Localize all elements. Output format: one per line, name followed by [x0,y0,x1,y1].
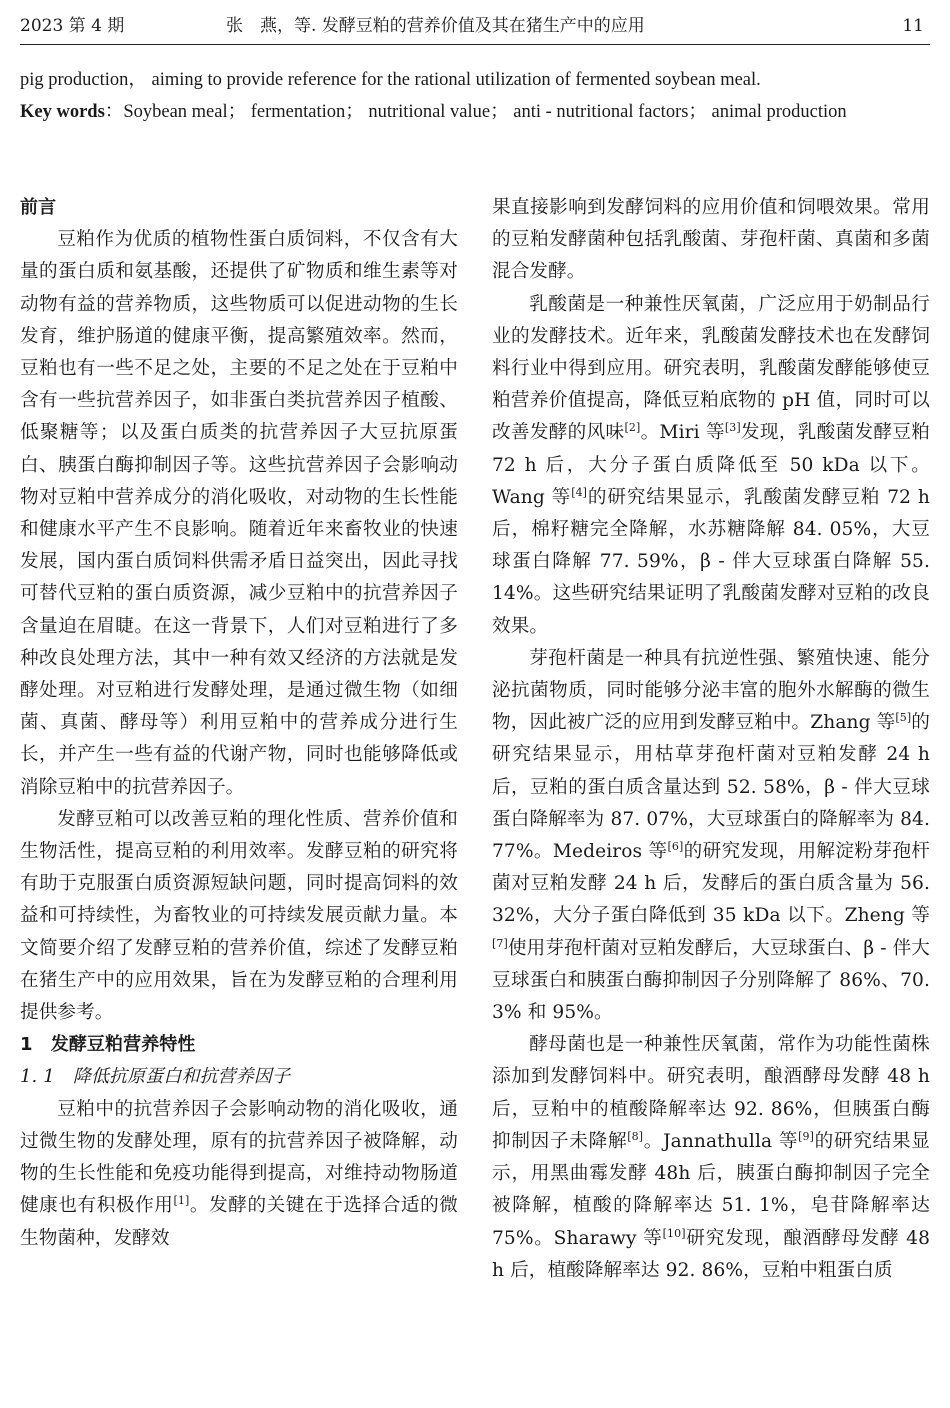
abstract-last-line: pig production， aiming to provide reference for the rational utilization of fermented soybean meal. [20,70,761,90]
right-column [492,192,930,1287]
paragraph-yeast [492,1029,930,1287]
citation-5[interactable]: [5] [895,711,912,725]
paragraph-text: 。Jannathulla 等 [643,1130,799,1152]
paragraph-text: 。Miri 等 [640,422,725,444]
citation-10[interactable]: [10] [662,1226,686,1240]
section-heading-intro: 前言 [20,197,57,218]
citation-6[interactable]: [6] [667,840,684,854]
paragraph-text: 酵母菌也是一种兼性厌氧菌，常作为功能性菌株添加到发酵饲料中。研究表明，酿酒酵母发酵 48 h 后，豆粕中的植酸降解率达 92. 86%，但胰蛋白酶抑制因子未降解 [492,1034,930,1152]
left-column [20,192,458,1255]
paragraph-text: 的研究结果显示，乳酸菌发酵豆粕 72 h 后，棉籽糖完全降解，水苏糖降解 84. 05%，大豆球蛋白降解 77. 59%，β - 伴大豆球蛋白降解 55. 14%。这些研究结果证明了乳酸菌发酵对豆粕的改良效果。 [492,486,930,637]
page-number: 11 [902,16,924,36]
running-header [20,8,930,45]
paragraph-intro-2: 发酵豆粕可以改善豆粕的理化性质、营养价值和生物活性，提高豆粕的利用效率。发酵豆粕的研究将有助于克服蛋白质资源短缺问题，同时提高饲料的效益和可持续性，为畜牧业的可持续发展贡献力量。本文简要介绍了发酵豆粕的营养价值，综述了发酵豆粕在猪生产中的应用效果，旨在为发酵豆粕的合理利用提供参考。 [20,808,458,1024]
paragraph-text: 的研究结果显示，用黑曲霉发酵 48h 后，胰蛋白酶抑制因子完全被降解，植酸的降解率达 51. 1%，皂苷降解率达 75%。Sharawy 等 [492,1130,930,1249]
paragraph-text: 乳酸菌是一种兼性厌氧菌，广泛应用于奶制品行业的发酵技术。近年来，乳酸菌发酵技术也在发酵饲料行业中得到应用。研究表明，乳酸菌发酵能够使豆粕营养价值提高，降低豆粕底物的 pH 值，同时可以改善发酵的风味 [492,293,930,444]
paragraph-text: 豆粕中的抗营养因子会影响动物的消化吸收，通过微生物的发酵处理，原有的抗营养因子被降解，动物的生长性能和免疫功能得到提高，对维持动物肠道健康也有积极作用 [20,1098,458,1217]
paragraph-intro-1: 豆粕作为优质的植物性蛋白质饲料，不仅含有大量的蛋白质和氨基酸，还提供了矿物质和维生素等对动物有益的营养物质，这些物质可以促进动物的生长发育，维护肠道的健康平衡，提高繁殖效率。然而，豆粕也有一些不足之处，主要的不足之处在于豆粕中含有一些抗营养因子，如非蛋白类抗营养因子植酸、低聚糖等；以及蛋白质类的抗营养因子大豆抗原蛋白、胰蛋白酶抑制因子等。这些抗营养因子会影响动物对豆粕中营养成分的消化吸收，对动物的生长性能和健康水平产生不良影响。随着近年来畜牧业的快速发展，国内蛋白质饲料供需矛盾日益突出，因此寻找可替代豆粕的蛋白质资源，减少豆粕中的抗营养因子含量迫在眉睫。在这一背景下，人们对豆粕进行了多种改良处理方法，其中一种有效又经济的方法就是发酵处理。对豆粕进行发酵处理，是通过微生物（如细菌、真菌、酵母等）利用豆粕中的营养成分进行生长，并产生一些有益的代谢产物，同时也能够降低或消除豆粕中的抗营养因子。 [20,229,458,798]
keywords-text: Soybean meal； fermentation； nutritional value； anti - nutritional factors； animal production [123,102,847,122]
paragraph-bacillus [492,643,930,1029]
citation-7[interactable]: [7] [492,936,508,950]
citation-9[interactable]: [9] [798,1129,815,1143]
citation-2[interactable]: [2] [624,421,641,435]
citation-4[interactable]: [4] [571,485,588,499]
paragraph-text: 的研究发现，用解淀粉芽孢杆菌对豆粕发酵 24 h 后，发酵后的蛋白质含量为 56. 32%，大分子蛋白降低到 35 kDa 以下。Zheng 等 [492,841,930,927]
journal-issue: 2023 第 4 期 [20,16,125,36]
english-abstract-tail [20,64,930,128]
paragraph-lactobacillus [492,289,930,643]
citation-3[interactable]: [3] [724,421,741,435]
paragraph-continued: 果直接影响到发酵饲料的应用价值和饲喂效果。常用的豆粕发酵菌种包括乳酸菌、芽孢杆菌、真菌和多菌混合发酵。 [492,197,930,283]
paragraph-text: 发现，乳酸菌发酵豆粕 72 h 后，大分子蛋白质降低至 50 kDa 以下。Wang 等 [492,422,930,508]
keywords-label: Key words [20,102,105,122]
paragraph-text: 芽孢杆菌是一种具有抗逆性强、繁殖快速、能分泌抗菌物质，同时能够分泌丰富的胞外水解酶的微生物，因此被广泛的应用到发酵豆粕中。Zhang 等 [492,647,930,734]
section-heading-1: 1 发酵豆粕营养特性 [20,1034,196,1056]
paragraph-text: 使用芽孢杆菌对豆粕发酵后，大豆球蛋白、β - 伴大豆球蛋白和胰蛋白酶抑制因子分别降解了 86%、70. 3% 和 95%。 [492,937,930,1024]
paragraph-1-1 [20,1094,458,1255]
paragraph-text: 的研究结果显示，用枯草芽孢杆菌对豆粕发酵 24 h 后，豆粕的蛋白质含量达到 52. 58%，β - 伴大豆球蛋白降解率为 87. 07%，大豆球蛋白的降解率为 84. 77%。Medeiros 等 [492,712,931,863]
keywords-line [20,96,930,128]
running-title: 张 燕，等. 发酵豆粕的营养价值及其在猪生产中的应用 [226,16,645,36]
keywords-separator: ： [104,102,124,122]
citation-1[interactable]: [1] [173,1194,190,1208]
paragraph-text: 研究发现，酿酒酵母发酵 48 h 后，植酸降解率达 92. 86%，豆粕中粗蛋白质 [492,1227,930,1281]
subsection-heading-1-1: 1. 1 降低抗原蛋白和抗营养因子 [20,1066,291,1088]
citation-8[interactable]: [8] [627,1129,644,1143]
paragraph-text: 。发酵的关键在于选择合适的微生物菌种，发酵效 [20,1195,458,1249]
